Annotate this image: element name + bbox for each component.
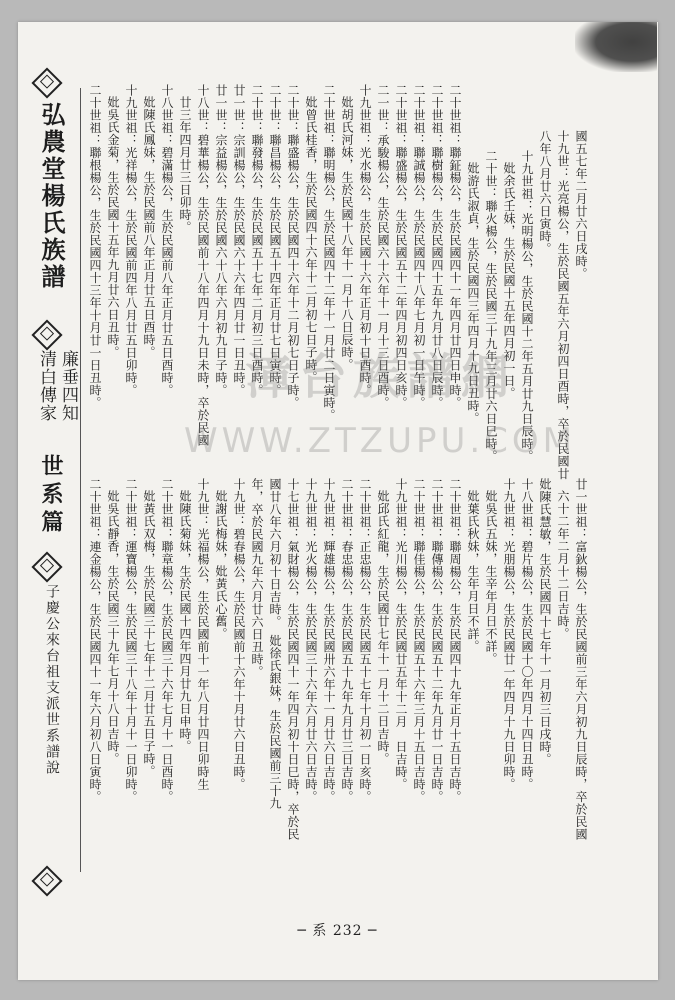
text-column: 八年八月廿六日寅時。: [538, 130, 552, 255]
text-column: 二十世：聯昌楊公，生於民國五十四年正月廿七日寅時。: [268, 84, 282, 397]
text-column: 二十世祖：聯佳楊公，生於民國五十六年三月十五日吉時。: [412, 478, 426, 803]
text-column: 十八世：碧華楊公，生於民國前十八年四月十九日未時，卒於民國: [196, 84, 210, 447]
text-column: 二十世祖：聯樹楊公，生於民國四十五年九月廿八日辰時。: [430, 84, 444, 409]
page-number: ─ 系 232 ─: [297, 923, 378, 939]
text-column: 妣吳氏金菊，生於民國十五年九月廿六日丑時。: [106, 96, 120, 359]
text-column: 十八世祖：碧滿楊公，生於民國前八年正月廿五日酉時。: [160, 84, 174, 397]
diamond-ornament-icon: [31, 865, 62, 896]
diamond-ornament-icon: [31, 551, 62, 582]
subtitle: 子慶公來台祖支派世系譜說: [44, 584, 60, 776]
text-column: 妣陳氏慧敏，生於民國四十七年十一月初三日戌時。: [538, 478, 552, 766]
section-title: 世系篇: [38, 454, 64, 538]
text-column: 六十二年二月十二日吉時。: [556, 490, 570, 640]
text-column: 妣陳氏菊妹，生於民國十四年四月廿九日申時。: [178, 490, 192, 753]
text-column: 二十世：聯火楊公，生於民國三十九年三月廿六日巳時。: [484, 150, 498, 463]
text-column: 廿一世：宗訓楊公，生於民國六十六年四月廿一日丑時。: [232, 84, 246, 397]
text-column: 廿一世祖：富鈥楊公，生於民國前三年六月初九日辰時，卒於民國: [574, 478, 588, 841]
text-column: 妣曾氏桂香，生於民國四十六年十二月初七日子時。: [304, 96, 318, 384]
text-column: 十九世：碧春楊公，生於民國前十六年十月廿六日丑時。: [232, 478, 246, 791]
text-column: 十九世祖：光川楊公，生於民國廿五年十二月 日吉時。: [394, 478, 408, 791]
diamond-ornament-icon: [31, 67, 62, 98]
text-column: 二十世祖：聯章楊公，生於民國三十六年七月十一日酉時。: [160, 478, 174, 803]
text-column: 二十世祖：連金楊公，生於民國四十一年六月初八日寅時。: [88, 478, 102, 803]
text-column: 國廿八年六月初十日吉時。 妣徐氏銀妹，生於民國前三十九: [268, 478, 282, 810]
text-column: 廿三年四月廿三日卯時。: [178, 96, 192, 234]
text-column: 十九世祖：光祥楊公，生於民國前四年八月廿五日卯時。: [124, 84, 138, 397]
text-column: 十九世：光亮楊公，生於民國五年六月初四日酉時，卒於民國廿: [556, 130, 570, 480]
text-column: 二十世祖：春忠楊公，生於民國五十九年九月廿三日吉時。: [340, 478, 354, 803]
text-column: 十九世祖：光明楊公，生於民國十二年五月廿九日辰時。: [520, 150, 534, 463]
diamond-ornament-icon: [31, 319, 62, 350]
text-column: 二十世祖：聯根楊公，生於民國四十三年十月廿一日丑時。: [88, 84, 102, 409]
text-column: 妣吳氏五妹，生辛年月日不詳。: [484, 490, 498, 665]
text-column: 十九世祖：輝雄楊公，生於民國卅六年十一月廿六日吉時。: [322, 478, 336, 803]
book-title: 弘農堂楊氏族譜: [37, 102, 66, 291]
text-column: 二十世祖：聯傳楊公，生於民國五十二年九月廿一日吉時。: [430, 478, 444, 803]
text-column: 二十世祖：聯盛楊公，生於民國五十二年四月初四日亥時。: [394, 84, 408, 409]
motto-line-1: 廉垂四知: [58, 350, 78, 422]
vertical-divider: [80, 88, 81, 872]
text-column: 十九世：光福楊公，生於民國前十一年八月廿四日卯時生: [196, 478, 210, 791]
text-column: 十七世祖：氣財楊公，生於民國四十一年四月初十日巳時，卒於民: [286, 478, 300, 841]
text-column: 妣余氏壬妹，生於民國十五年四月初一日。: [502, 162, 516, 400]
motto-line-2: 清白傳家: [36, 350, 56, 422]
text-column: 十九世祖：光水楊公，生於民國十六年正月初十日酉時。: [358, 84, 372, 397]
scan-smudge: [575, 22, 657, 72]
text-column: 十九世祖：光火楊公，生於民國三十六年六月廿六日吉時。: [304, 478, 318, 803]
text-column: 妣胡氏河妹，生於民國十八年十一月十八日辰時。: [340, 96, 354, 371]
text-column: 二十世祖：運寶楊公，生於民國三十八年十月十一日卯時。: [124, 478, 138, 803]
text-column: 妣吳氏靜香，生於民國三十九年七月十八日吉時。: [106, 490, 120, 765]
text-column: 妣陳氏鳳妹，生於民國前八年正月廿五日酉時。: [142, 96, 156, 359]
text-column: 妣謝氏梅妹，妣黃氏心舊。: [214, 490, 228, 640]
text-column: 廿一世：宗益楊公，生於民國六十八年六月初九日子時。: [214, 84, 228, 397]
watermark-chinese: 漳台族譜網: [244, 349, 515, 405]
title-sidebar: [20, 62, 78, 892]
text-column: 二十世：聯盛楊公，生於民國四十六年十二月初七日子時。: [286, 84, 300, 409]
text-column: 二十世祖：聯鉦楊公，生於民國四十一年四月廿四日申時。: [448, 84, 462, 409]
text-column: 年，卒於民國九年六月廿六日丑時。: [250, 478, 264, 678]
text-column: 十九世祖：光朋楊公，生於民國廿一年四月十九日卯時。: [502, 478, 516, 791]
text-column: 二一世：承駿楊公，生於民國六十六年十一月十三日酉時。: [376, 84, 390, 409]
text-column: 妣黃氏双梅，生於民國三十七年十二月廿五日子時。: [142, 490, 156, 778]
text-column: 二十世祖：聯明楊公，生於民國四十二年十一月廿二日寅時。: [322, 84, 336, 422]
text-column: 二十世祖：聯周楊公，生於民國四十九年正月十五日吉時。: [448, 478, 462, 803]
text-column: 妣游氏淑貞，生於民國四三年四月十九日丑時。: [466, 162, 480, 425]
text-column: 妣葉氏秋妹，生年月日不詳。: [466, 490, 480, 653]
text-column: 國五七年二月廿六日戌時。: [574, 130, 588, 280]
text-column: 二十世：聯發楊公，生於民國五十七年二月初三日酉時。: [250, 84, 264, 397]
watermark-url: WWW.ZTZUPU.COM: [183, 421, 577, 461]
text-column: 十八世祖：碧片楊公，生於民國十〇年四月十四日丑時。: [520, 478, 534, 791]
text-column: 二十世祖：正忠楊公，生於民國五十七年十月初一日亥時。: [358, 478, 372, 803]
text-column: 二十世祖：聯誠楊公，生於民國四十八年七月初一日午時。: [412, 84, 426, 409]
text-column: 妣邱氏紅龍，生於民國廿七年十一月十二日吉時。: [376, 490, 390, 765]
